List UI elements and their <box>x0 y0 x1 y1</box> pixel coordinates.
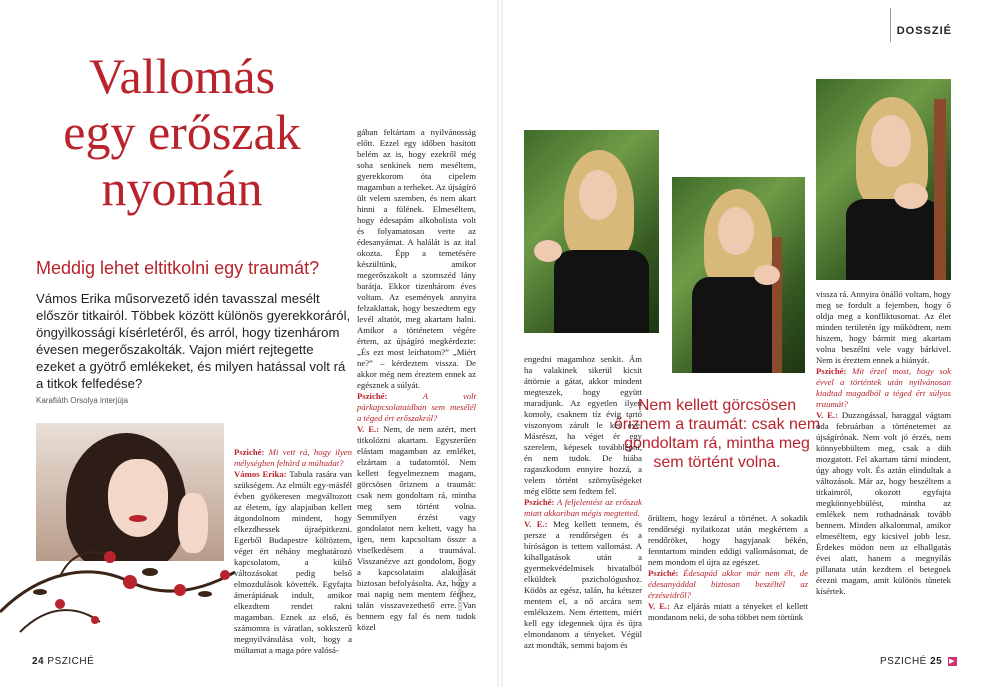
pull-quote: Nem kellett görcsösen őriznem a traumát: csak nem gondoltam rá, mintha meg sem történt volna. <box>613 397 821 471</box>
page-number-right: 25 <box>930 656 943 667</box>
question-text: Mit érzel most, hogy sok évvel a történtek után nyilvánosan kiadtad magadból a téged ért súlyos traumát? <box>816 366 951 409</box>
harp-photo-2 <box>672 177 805 373</box>
answer-label: Vámos Erika: <box>234 469 287 479</box>
body-text: őrültem, hogy lezárul a történet. A sokadik rendőrségi nyilatkozat után megkértem a rendőröket, hogy hagyjanak békén, fenntartom minden eddigi vallomásomat, de nem mondom el újra az egészet. <box>648 513 808 567</box>
article-title <box>22 48 342 216</box>
question-label: Psziché: <box>648 568 679 578</box>
question-text: A feljelentést az erőszak miatt akkoriban mégis megtetted. <box>524 497 643 518</box>
body-text: vissza rá. Annyira önálló voltam, hogy meg se fordult a fejemben, hogy ő oldja meg a konfliktusomat. Az élet minden területén így működtem, nem hiszem, hogy bármit meg akartam volna beszélni vele vagy bárkivel. Nem is éreztem ennek a hiányát. <box>816 289 951 365</box>
article-lead: Vámos Erika műsorvezető idén tavasszal mesélt először titkairól. Többek között különös gyerekkoráról, öngyilkossági kísérletéről, és arról, hogy tizenhárom évesen megerőszakolták. Vajon miért rejtegette ezeket a gyötrő emlékeket, és milyen hatással volt rá a titkok felfedése? <box>36 291 351 391</box>
text-column-4 <box>648 513 808 623</box>
article-subtitle: Meddig lehet eltitkolni egy traumát? <box>36 258 320 278</box>
harp-photo-1 <box>524 130 659 333</box>
footer-left <box>32 656 94 667</box>
question-label: Psziché: <box>234 447 265 457</box>
answer-label: V. E.: <box>524 519 548 529</box>
text-column-5 <box>816 289 951 597</box>
answer-text: Duzzogással, haraggal vágtam oda februárban a történetemet az újságírónak. Nem volt jó érzés, nem könnyebbültem meg, csak a düh mozgatott. Fel akartam tárni mindent, úgy ahogy volt. És aztán elindultak a változások. Már az, hogy beszéltem a titkaimról, okozott egyfajta megkönnyebbülést, mintha az emlékek nem rothadnának tovább bennem. Minden alkalommal, amikor elmeséltem, egy kicsivel jobb lesz. Érdekes módon nem az elhallgatás évei alatt, hanem a megnyílás pillanata után kezdtem el betegnek érezni magam, amit különös tünetek kísértek. <box>816 410 951 596</box>
magazine-name-right: PSZICHÉ <box>880 656 927 667</box>
floral-ornament <box>0 532 240 637</box>
question-text: A volt párkapcsolataidban sem mesélél a téged ért erőszakról? <box>357 391 476 423</box>
question-text: Mi vett rá, hogy ilyen mélységben feltárd a múltadat? <box>234 447 353 468</box>
text-column-3 <box>524 354 642 651</box>
question-label: Psziché: <box>524 497 555 507</box>
page-number-left: 24 <box>32 656 45 667</box>
question-label: Psziché: <box>357 391 388 401</box>
answer-label: V. E.: <box>357 424 380 434</box>
next-page-arrow-icon: ▶ <box>949 657 955 665</box>
section-label: DOSSZIÉ <box>896 25 952 37</box>
title-line-1: Vallomás <box>88 48 276 104</box>
footer-right <box>880 656 957 667</box>
answer-label: V. E.: <box>648 601 670 611</box>
text-column-1 <box>234 447 352 656</box>
answer-label: V. E.: <box>816 410 838 420</box>
photo-credit: FOTÓ: XXXXXXXXXXX <box>456 558 462 612</box>
answer-text: Meg kellett tennem, és persze a rendőrségen és a bíróságon is tettem vallomást. A kihallgatások után a gyermekvédelmisek hivatalból elküldtek pszichológushoz. Ködös az egész, talán, ha kétszer mentem el, a nő arcára sem emlékszem. Nem értettem, miért kell egy idegennek újra és újra elmondanom a tényeket. Végül azt mondták, semmi bajom és <box>524 519 642 650</box>
title-line-2: egy erőszak <box>63 104 301 160</box>
title-line-3: nyomán <box>101 160 263 216</box>
answer-text: Az eljárás miatt a tényeket el kellett mondanom neki, de soha többet nem törtünk <box>648 601 808 622</box>
question-text: Édesapád akkor már nem élt, de édesanyáddal biztosan beszéltél az érzéseidről? <box>648 568 808 600</box>
magazine-name-left: PSZICHÉ <box>47 656 95 667</box>
answer-text: Tabula rasára van szükségem. Az elmúlt egy-másfél évben gyökeresen megváltozott az életem, így alapjaiban kellett átgondolnom mindent, hogy elkezdhessek újraépítkezni. Egerből Budapestre költöztem, véget ért néhány meghatározó kapcsolatom, a külső változásokat pedig belső elmozdulások követték. Egyfajta ámerápiának indult, amikor elkezdtem rendet rakni magamban. Eznek az első, és számomra is váratlan, sokkszerű megnyilvánulása volt, hogy a múltamat a maga póre valósá- <box>234 469 353 655</box>
section-divider <box>890 8 891 42</box>
interview-credit: Karafiáth Orsolya interjúja <box>36 396 129 405</box>
harp-photo-3 <box>816 79 951 280</box>
body-text: engedni magamhoz senkit. Ám ha valakinek sikerül kicsit áttörnie a gátat, akkor mindent megteszek, hogy együtt maradjunk. Az egyetlen ilyen komoly, csaknem tíz évig tartó viszonyom zárult le két éve. Másrészt, ha véget ér egy szerelem, képesek továbblépni, én nem tudok. De hiába ragaszkodom ennyire hozzá, a velem történt szörnyűségeket még előtte sem fedtem fel. <box>524 354 642 496</box>
question-label: Psziché: <box>816 366 847 376</box>
answer-text: Nem, de nem azért, mert titkolózni akartam. Egyszerűen elástam magamban az emléket, elzártam a tudatomtól. Nem kellett fegyelmeznem magam, görcsösen őriznem a traumát: csak nem gondoltam rá, mintha meg sem történt volna. Semmilyen érzést vagy gondolatot nem keltett, vagy ha igen, nem kapcsoltam össze a viselkedésem a traumával. Visszanézve azt gondolom, hogy a kapcsolataim alakulását biztosan befolyásolta. Az, hogy a mai napig nem mentem férjhez, talán visszavezethető erre. Van bennem egy fal és nem tudok közel <box>357 424 476 632</box>
body-text: gában feltártam a nyilvánosság előtt. Ezzel egy időben hasított belém az is, hogy ezekről még soha senkinek nem meséltem, gyerekkorom óta cipelem magamban a terheket. Az újságíró ült velem szemben, és nem akart hinni a fülének. Elmeséltem, hogy édesapám alkoholista volt és folyamatosan verte az édesanyámat. A halálát is az ital okozta. Épp a temetésére készültünk, amikor megerőszakolt a szomszéd lány barátja. Ekkor tizenhárom éves voltam. Az események annyira felzaklattak, hogy beszedtem egy levél altatót, meg akartam halni. Amikor a történetem végére értem, az újságíró megkérdezte: „És ezt most leírhatom?” „Miért ne?” – kérdeztem vissza. De akkor még nem éreztem ennek az egésznek a súlyát. <box>357 127 476 390</box>
